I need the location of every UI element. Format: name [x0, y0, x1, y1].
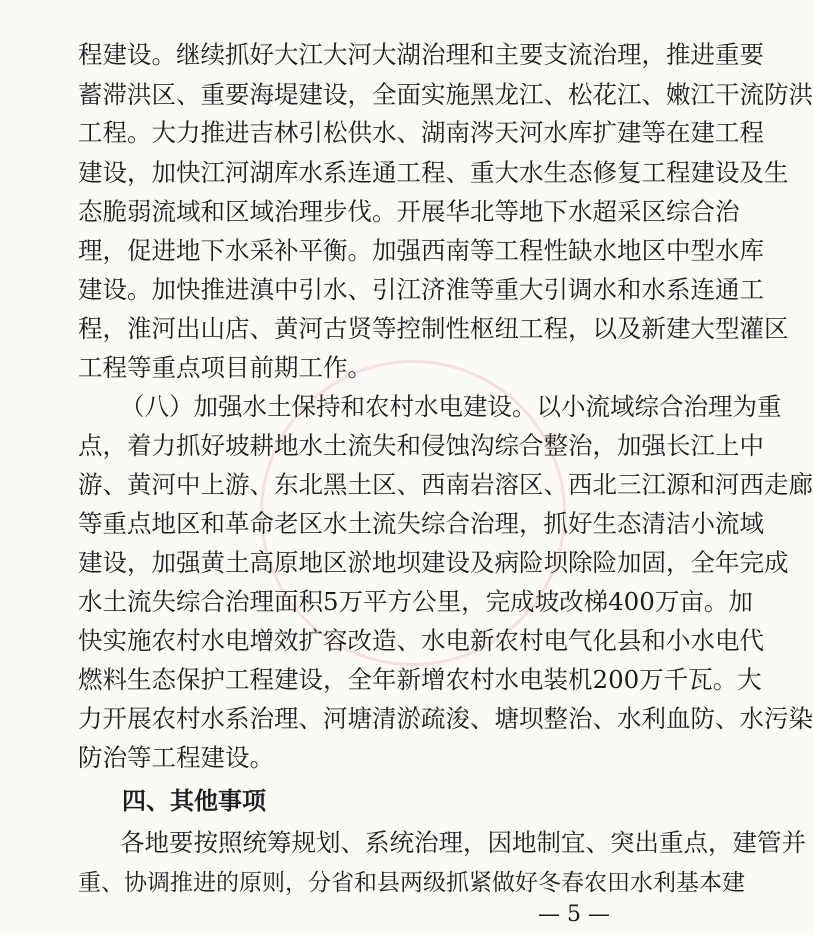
text-line: 快实施农村水电增效扩容改造、水电新农村电气化县和小水电代	[78, 626, 764, 655]
section-four-heading: 四、其他事项	[122, 787, 266, 815]
text-line: 游、黄河中上游、东北黑土区、西南岩溶区、西北三江源和河西走廊	[78, 470, 813, 499]
text-line: 建设，加快江河湖库水系连通工程、重大水生态修复工程建设及生	[78, 158, 789, 187]
section-eight-first-line: （八）加强水土保持和农村水电建设。以小流域综合治理为重	[120, 392, 782, 421]
text-line: 力开展农村水系治理、河塘清淤疏浚、塘坝整治、水利血防、水污染	[78, 704, 813, 733]
text-line: 重、协调推进的原则，分省和县两级抓紧做好冬春农田水利基本建	[78, 870, 745, 896]
text-line: 各地要按照统筹规划、系统治理，因地制宜、突出重点，建管并	[120, 828, 806, 857]
text-line: 工程等重点项目前期工作。	[78, 353, 372, 382]
text-line: 防治等工程建设。	[78, 743, 274, 772]
text-line: 点，着力抓好坡耕地水土流失和侵蚀沟综合整治，加强长江上中	[78, 431, 764, 460]
text-line: 程建设。继续抓好大江大河大湖治理和主要支流治理，推进重要	[78, 40, 764, 69]
text-line: 建设。加快推进滇中引水、引江济淮等重大引调水和水系连通工	[78, 275, 764, 304]
text-line: 理，促进地下水采补平衡。加强西南等工程性缺水地区中型水库	[78, 236, 764, 265]
text-line: 程，淮河出山店、黄河古贤等控制性枢纽工程，以及新建大型灌区	[78, 314, 789, 343]
text-line: 工程。大力推进吉林引松供水、湖南涔天河水库扩建等在建工程	[78, 118, 764, 147]
text-line: 等重点地区和革命老区水土流失综合治理，抓好生态清洁小流域	[78, 509, 764, 538]
text-line: 蓄滞洪区、重要海堤建设，全面实施黑龙江、松花江、嫩江干流防洪	[78, 80, 813, 109]
text-line: 建设，加强黄土高原地区淤地坝建设及病险坝除险加固，全年完成	[78, 548, 789, 577]
text-line: 态脆弱流域和区域治理步伐。开展华北等地下水超采区综合治	[78, 197, 740, 226]
text-line: 水土流失综合治理面积5万平方公里，完成坡改梯400万亩。加	[78, 587, 753, 616]
page-number: — 5 —	[538, 902, 610, 927]
text-line: 燃料生态保护工程建设，全年新增农村水电装机200万千瓦。大	[78, 665, 762, 694]
